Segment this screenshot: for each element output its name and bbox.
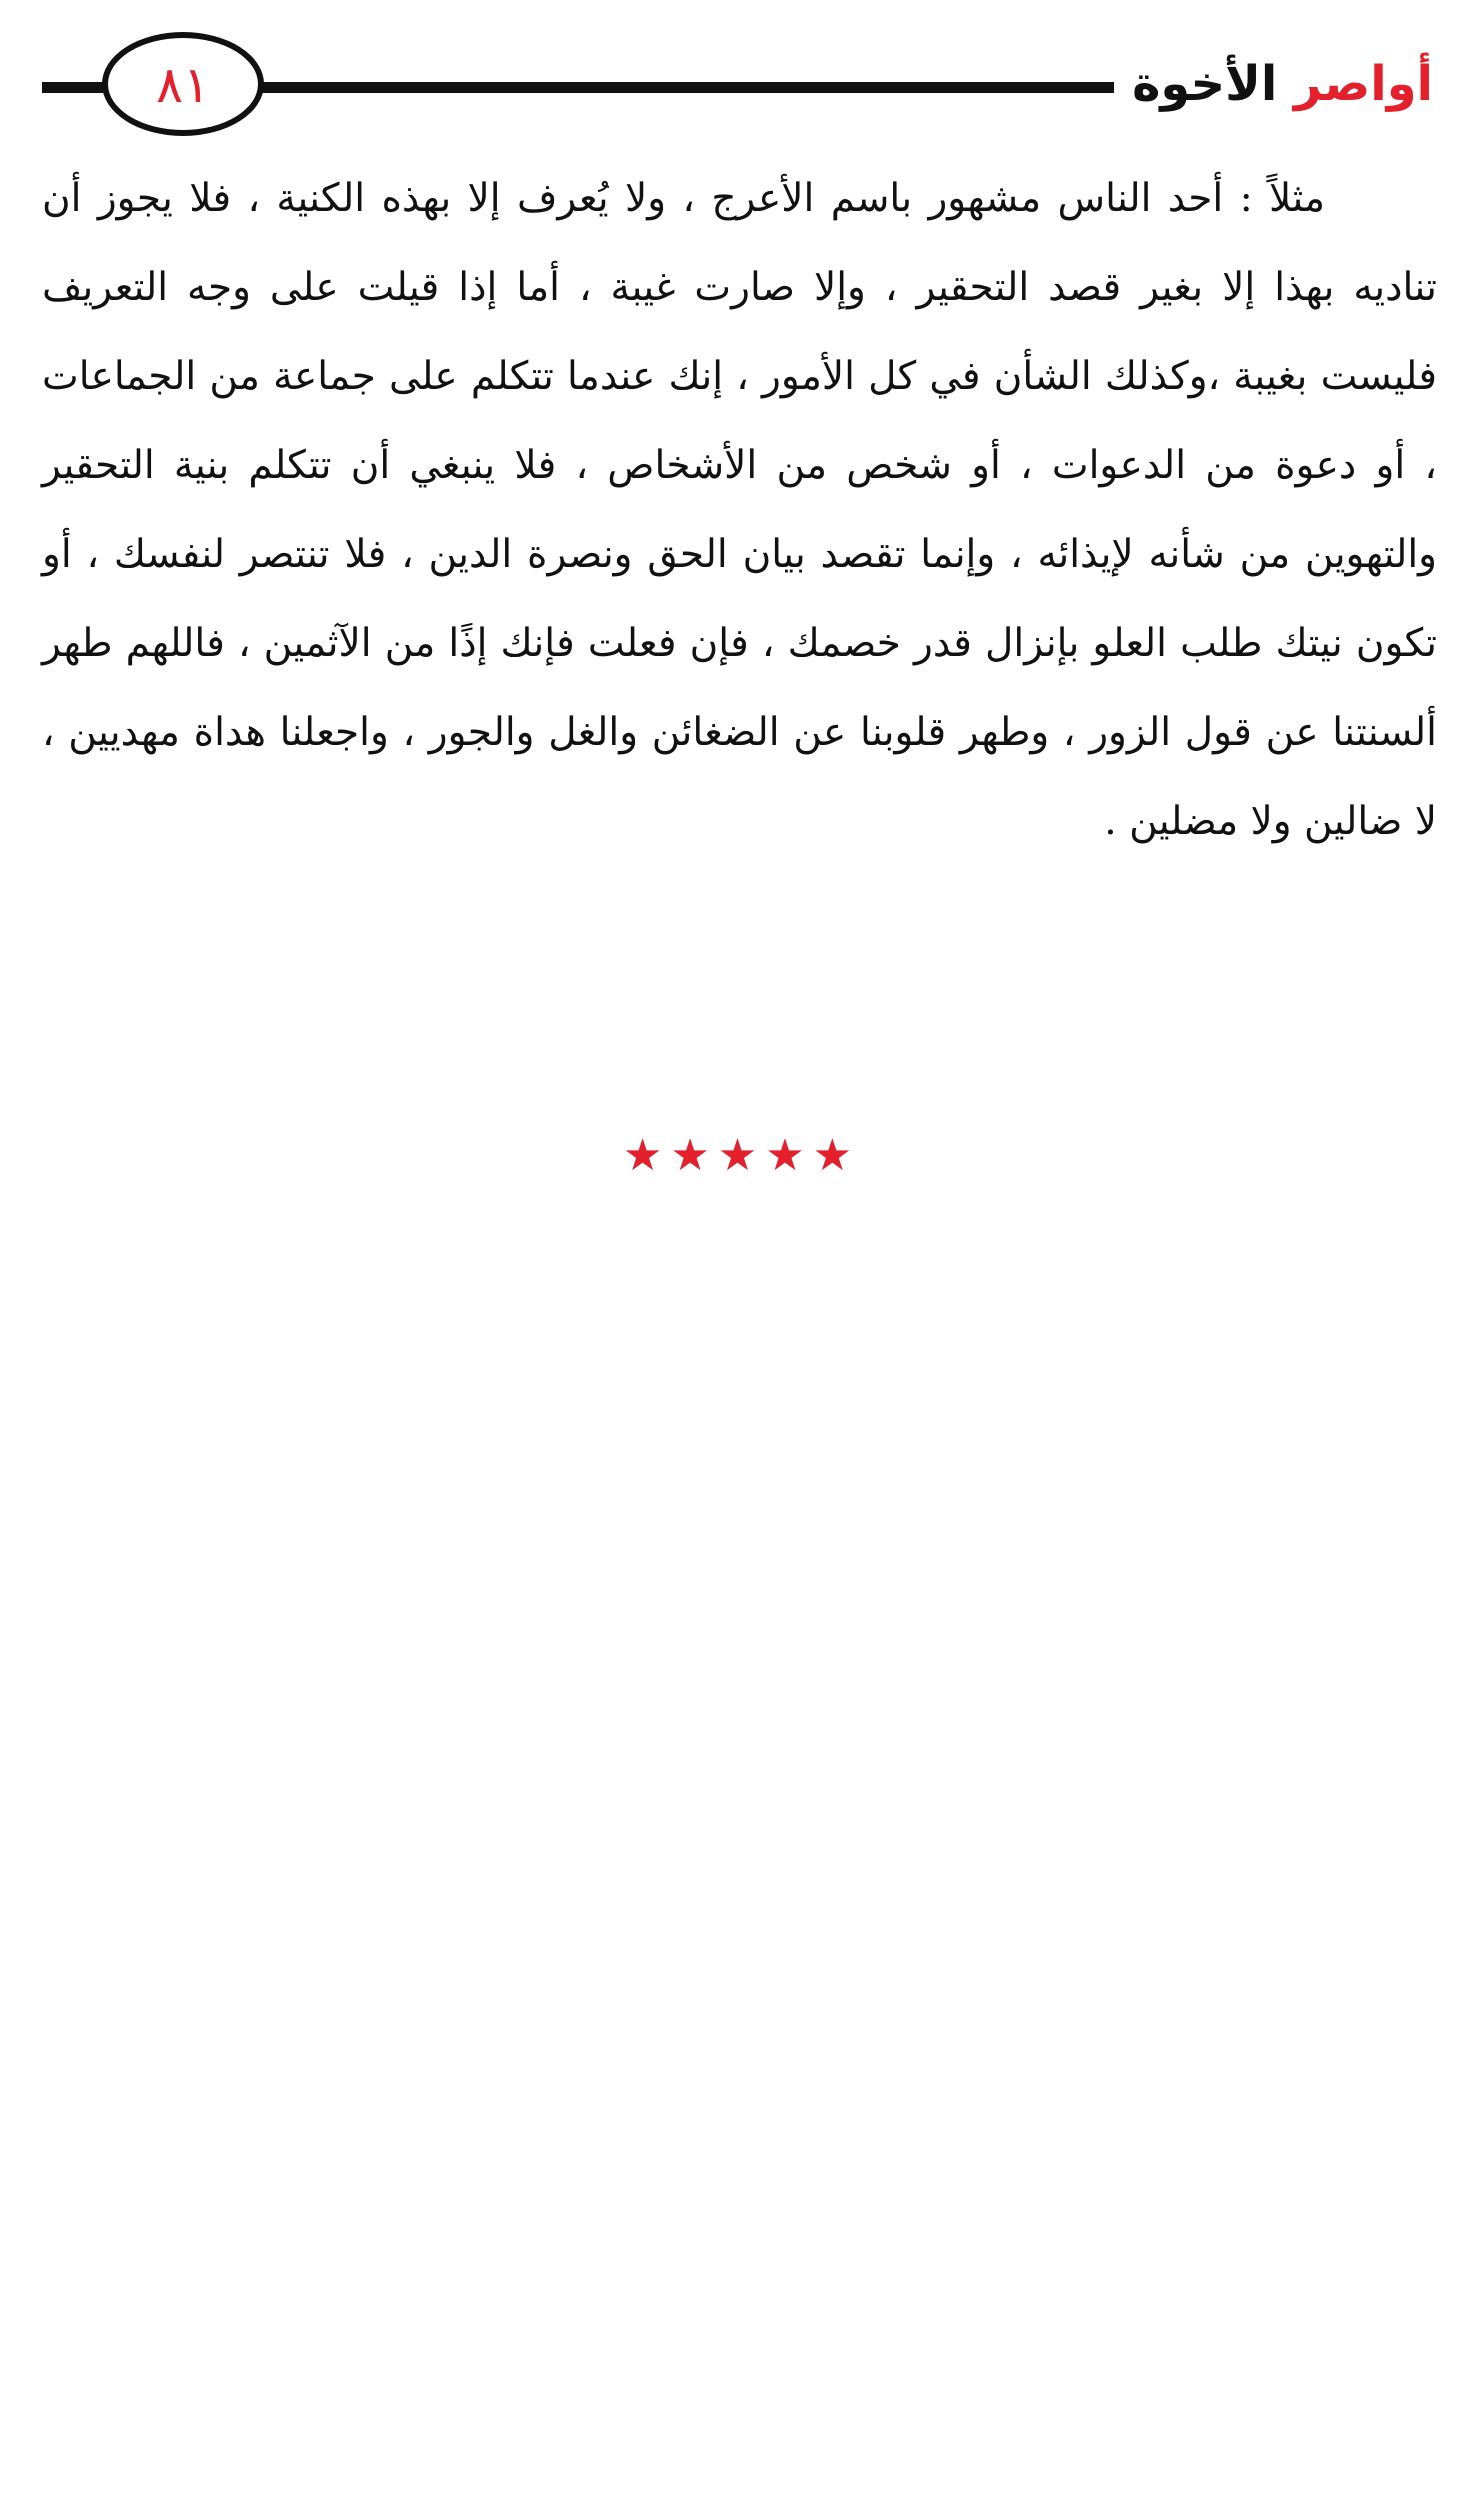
book-title [1114, 34, 1433, 134]
book-title-rest: الأخوة [1132, 56, 1278, 112]
page-number-oval [102, 32, 264, 136]
page-number: ٨١ [156, 56, 210, 114]
paragraph-text: مثلاً : أحد الناس مشهور باسم الأعرج ، ولا يُعرف إلا بهذه الكنية ، فلا يجوز أن تناديه بهذا إلا بغير قصد التحقير ، وإلا صارت غيبة ، أما إذا قيلت على وجه التعريف فليست بغيبة ،وكذلك الشأن في كل الأمور ، إنك عندما تتكلم على جماعة من الجماعات ، أو دعوة من الدعوات ، أو شخص من الأشخاص ، فلا ينبغي أن تتكلم بنية التحقير والتهوين من شأنه لإيذائه ، وإنما تقصد بيان الحق ونصرة الدين ، فلا تنتصر لنفسك ، أو تكون نيتك طلب العلو بإنزال قدر خصمك ، فإن فعلت فإنك إذًا من الآثمين ، فاللهم طهر ألسنتنا عن قول الزور ، وطهر قلوبنا عن الضغائن والغل والجور ، واجعلنا هداة مهديين ، لا ضالين ولا مضلين . [42, 176, 1437, 844]
paragraph-indent [1325, 176, 1437, 221]
book-title-accent: أواصر [1294, 56, 1433, 112]
body-paragraph [42, 154, 1437, 866]
section-divider-stars: ★★★★★ [622, 1130, 861, 1181]
